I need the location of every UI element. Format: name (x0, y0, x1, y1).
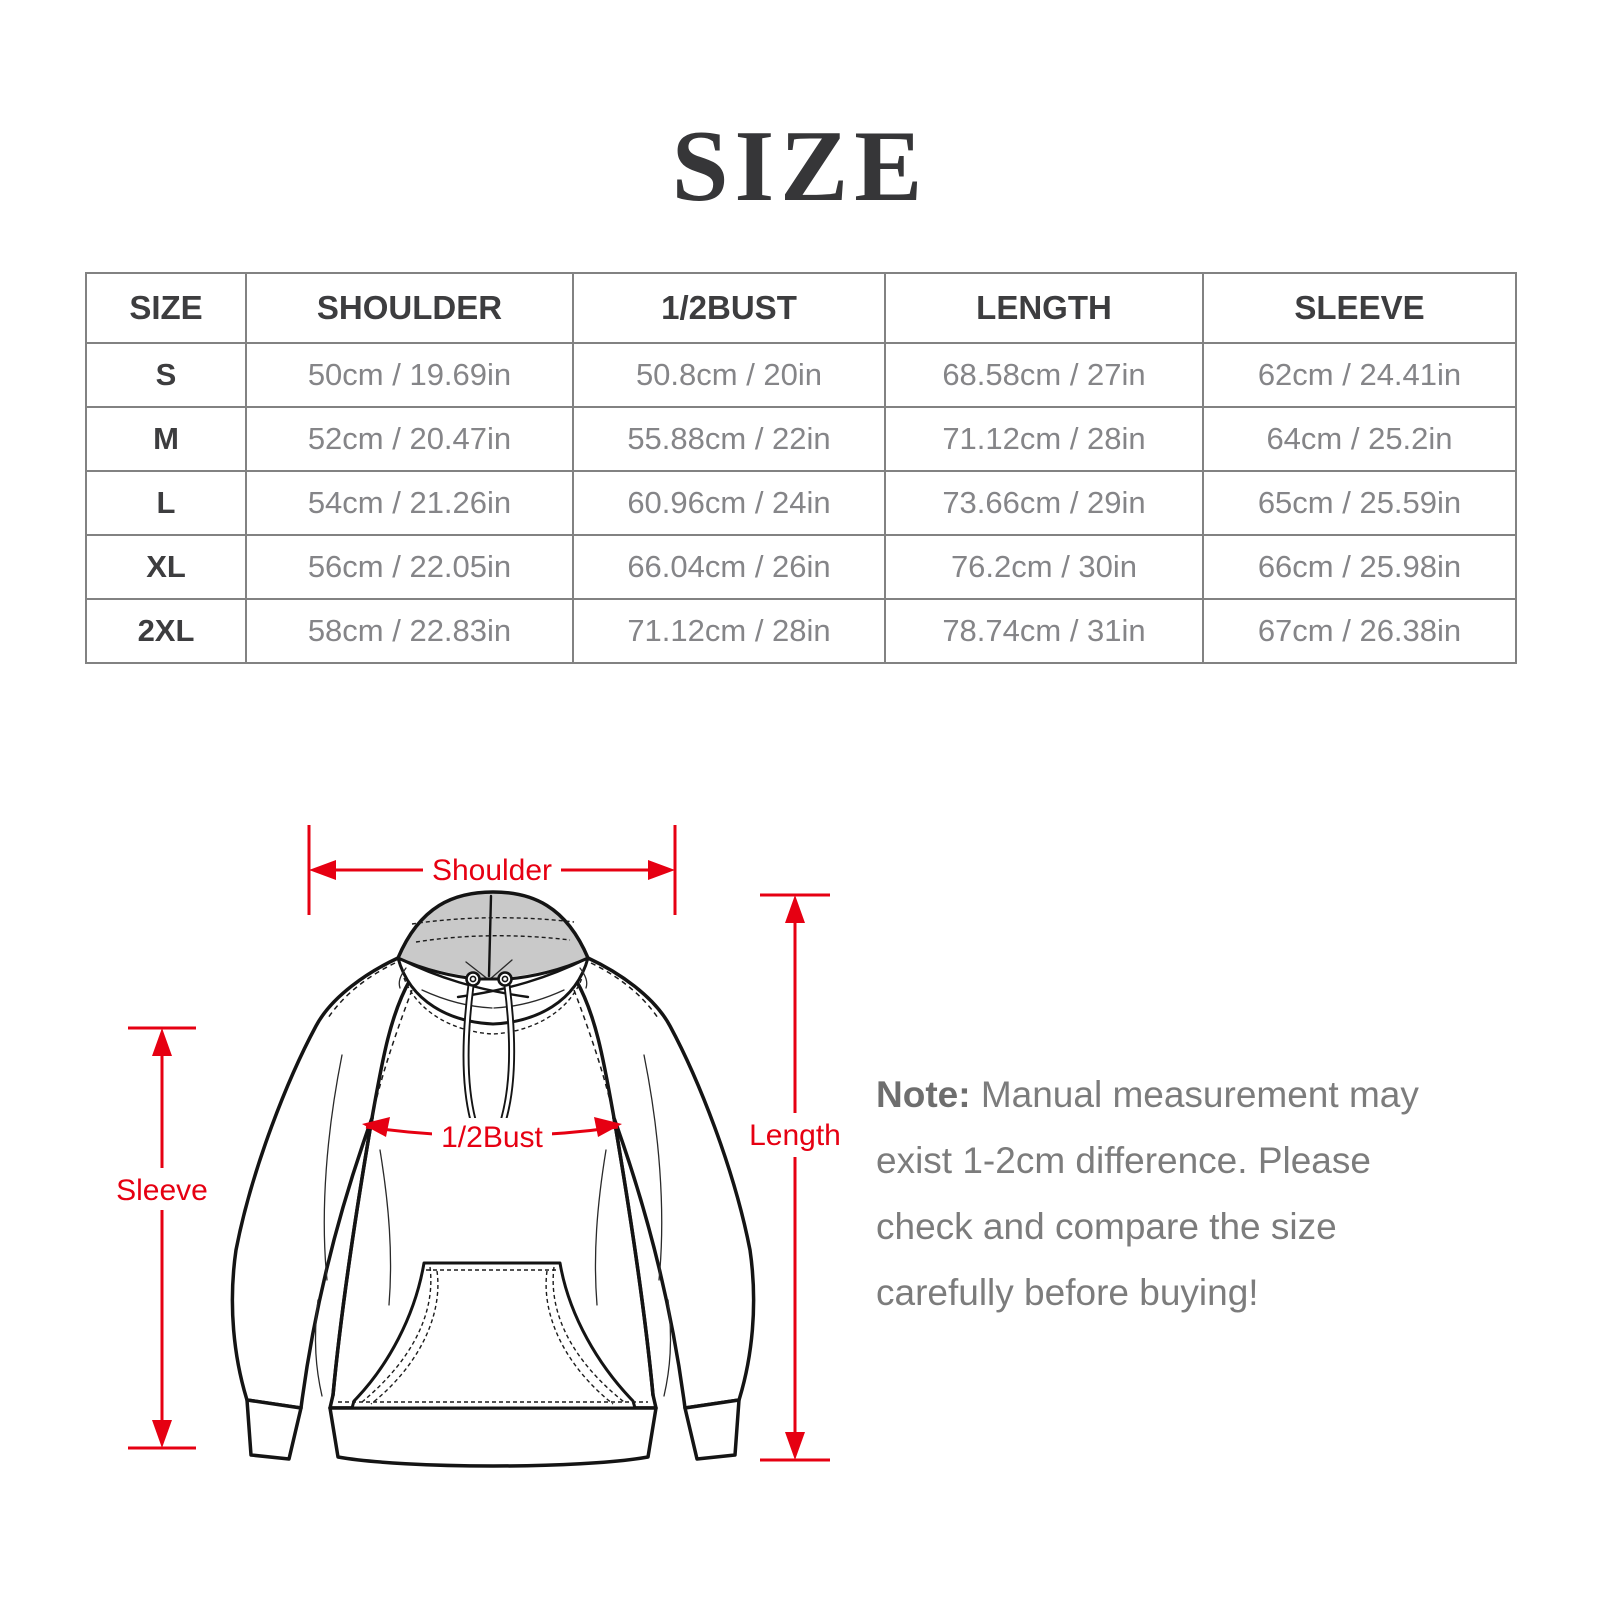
measurement-cell: 64cm / 25.2in (1203, 407, 1516, 471)
measurement-cell: 56cm / 22.05in (246, 535, 573, 599)
measurement-cell: 68.58cm / 27in (885, 343, 1203, 407)
length-arrow (743, 895, 847, 1460)
size-table-body (86, 343, 1516, 663)
column-header: 1/2BUST (573, 273, 885, 343)
sleeve-arrow (112, 1028, 212, 1448)
hoodie-right-cuff (685, 1400, 739, 1459)
measurement-cell: 67cm / 26.38in (1203, 599, 1516, 663)
measurement-cell: 52cm / 20.47in (246, 407, 573, 471)
column-header: SIZE (86, 273, 246, 343)
size-table-header (86, 273, 1516, 343)
measurement-cell: 55.88cm / 22in (573, 407, 885, 471)
size-cell: L (86, 471, 246, 535)
page-title: SIZE (671, 110, 929, 223)
hoodie-waistband (330, 1408, 656, 1466)
table-row (86, 471, 1516, 535)
note-line: carefully before buying! (876, 1272, 1259, 1313)
measurement-cell: 71.12cm / 28in (573, 599, 885, 663)
note-line: Note: Manual measurement may (876, 1074, 1419, 1115)
shoulder-label: Shoulder (431, 854, 553, 887)
measurement-cell: 54cm / 21.26in (246, 471, 573, 535)
length-label: Length (749, 1119, 841, 1152)
measurement-cell: 73.66cm / 29in (885, 471, 1203, 535)
size-cell: M (86, 407, 246, 471)
measurement-note (876, 1062, 1516, 1326)
measurement-cell: 58cm / 22.83in (246, 599, 573, 663)
note-label: Note: (876, 1074, 971, 1115)
table-row (86, 343, 1516, 407)
note-line: check and compare the size (876, 1206, 1337, 1247)
measurement-cell: 62cm / 24.41in (1203, 343, 1516, 407)
hoodie-measurement-diagram (80, 800, 870, 1500)
measurement-cell: 66.04cm / 26in (573, 535, 885, 599)
table-row (86, 599, 1516, 663)
column-header: SLEEVE (1203, 273, 1516, 343)
sleeve-label: Sleeve (116, 1174, 208, 1207)
measurement-cell: 76.2cm / 30in (885, 535, 1203, 599)
size-cell: S (86, 343, 246, 407)
column-header: LENGTH (885, 273, 1203, 343)
measurement-cell: 78.74cm / 31in (885, 599, 1203, 663)
table-row (86, 535, 1516, 599)
size-table (85, 272, 1517, 664)
hoodie-left-cuff (247, 1400, 301, 1459)
size-cell: XL (86, 535, 246, 599)
bust-label: 1/2Bust (441, 1121, 543, 1154)
hoodie-drawing (232, 892, 753, 1466)
measurement-cell: 65cm / 25.59in (1203, 471, 1516, 535)
size-cell: 2XL (86, 599, 246, 663)
measurement-cell: 60.96cm / 24in (573, 471, 885, 535)
measurement-cell: 71.12cm / 28in (885, 407, 1203, 471)
measurement-cell: 50cm / 19.69in (246, 343, 573, 407)
table-row (86, 407, 1516, 471)
measurement-cell: 50.8cm / 20in (573, 343, 885, 407)
measurement-cell: 66cm / 25.98in (1203, 535, 1516, 599)
column-header: SHOULDER (246, 273, 573, 343)
note-line: exist 1-2cm difference. Please (876, 1140, 1371, 1181)
header-row (86, 273, 1516, 343)
